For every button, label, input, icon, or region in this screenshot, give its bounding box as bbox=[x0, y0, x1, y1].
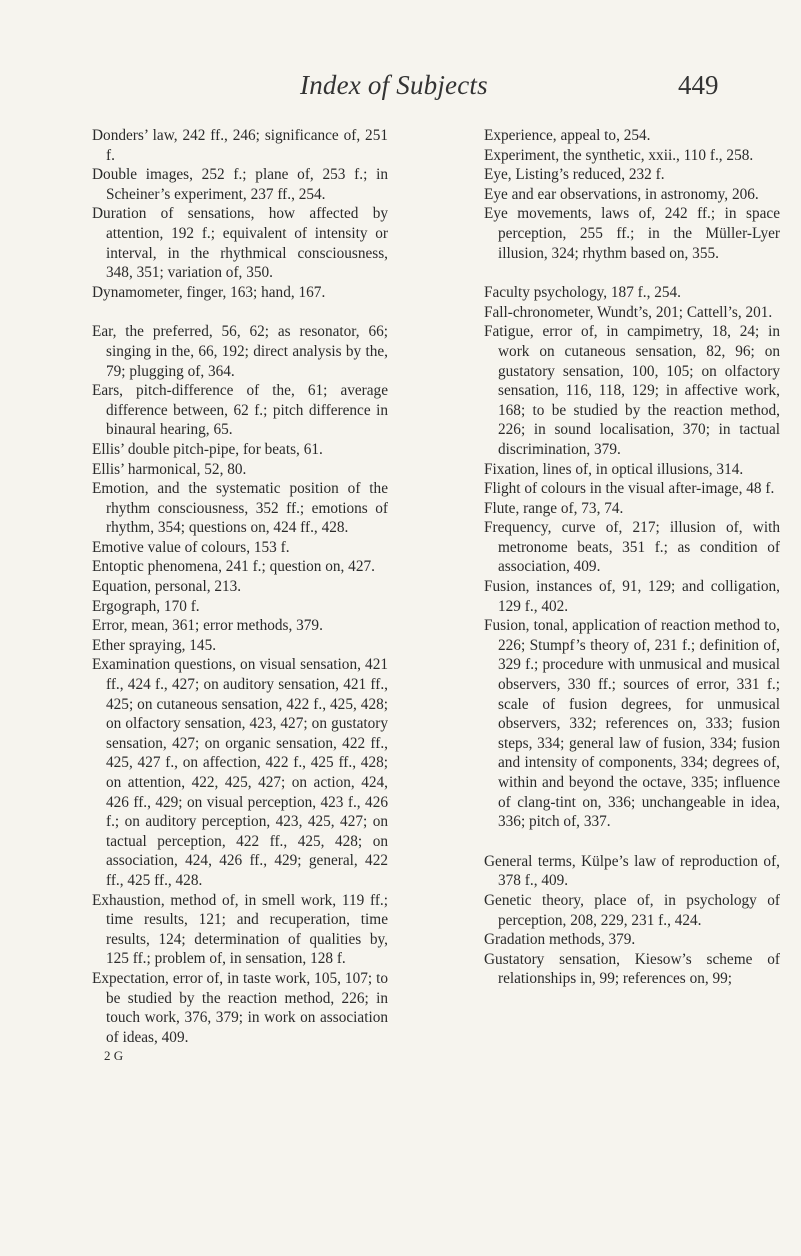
index-entry: Frequency, curve of, 217; illusion of, with metronome beats, 351 f.; as condition of association, 409. bbox=[484, 519, 780, 576]
left-column bbox=[92, 126, 388, 1064]
index-entry: Genetic theory, place of, in psychology of perception, 208, 229, 231 f., 424. bbox=[484, 891, 780, 929]
index-entry: Donders’ law, 242 ff., 246; significance of, 251 f. bbox=[92, 127, 388, 164]
index-entry: Gustatory sensation, Kiesow’s scheme of relationships in, 99; references on, 99; bbox=[484, 950, 780, 988]
index-entry: Fusion, instances of, 91, 129; and colligation, 129 f., 402. bbox=[484, 578, 780, 615]
index-group-f bbox=[484, 283, 780, 832]
index-entry: Expectation, error of, in taste work, 105, 107; to be studied by the reaction method, 226; in touch work, 376, 379; in work on association of ideas, 409. bbox=[92, 969, 388, 1046]
index-entry: Entoptic phenomena, 241 f.; question on, 427. bbox=[92, 558, 375, 576]
index-entry: Ether spraying, 145. bbox=[92, 636, 217, 654]
group-gap bbox=[484, 263, 780, 283]
index-entry: Fatigue, error of, in campimetry, 18, 24; in work on cutaneous sensation, 82, 96; on gustatory sensation, 100, 105; on olfactory sensation, 116, 118, 129; in affective work, 168; to be studied by the reaction method, 226; in sound localisation, 370; in tactual discrimination, 379. bbox=[484, 323, 780, 458]
group-gap bbox=[92, 302, 388, 322]
index-entry: Ellis’ harmonical, 52, 80. bbox=[92, 460, 247, 478]
index-entry: Equation, personal, 213. bbox=[92, 578, 242, 596]
index-entry: General terms, Külpe’s law of reproduction of, 378 f., 409. bbox=[484, 852, 780, 890]
signature-mark: 2 G bbox=[104, 1048, 124, 1064]
index-entry: Fusion, tonal, application of reaction method to, 226; Stumpf’s theory of, 231 f.; definition of, 329 f.; procedure with unmusical and musical observers, 330 ff.; sources of error, 331 f.; scale of fusion degrees, for unmusical observers, 332; references on, 333; fusion steps, 334; general law of fusion, 334; fusion and intensity of components, 334; degrees of, within and beyond the octave, 335; influence of clang-tint on, 336; unchangeable in idea, 336; pitch of, 337. bbox=[484, 617, 780, 831]
index-entry: Exhaustion, method of, in smell work, 119 ff.; time results, 121; and recuperation, time results, 124; determination of qualities by, 125 ff.; problem of, in sensation, 128 f. bbox=[92, 891, 388, 968]
index-entry: Examination questions, on visual sensation, 421 ff., 424 f., 427; on auditory sensation, 421 ff., 425; on cutaneous sensation, 422 f., 425, 428; on olfactory sensation, 423, 427; on gustatory sensation, 427; on organic sensation, 422 ff., 425, 427 f., on affection, 422 f., 425 ff., 428; on attention, 422, 425, 427; on action, 424, 426 ff., 429; on visual perception, 423 f., 426 f.; on auditory perception, 423, 425, 427; on tactual perception, 422 ff., 425, 428; on association, 424, 426 ff., 429; general, 422 ff., 425 ff., 428. bbox=[92, 656, 388, 889]
index-group-e-continued bbox=[484, 126, 780, 263]
index-entry: Gradation methods, 379. bbox=[484, 931, 636, 949]
index-entry: Double images, 252 f.; plane of, 253 f.; in Scheiner’s experiment, 237 ff., 254. bbox=[92, 166, 388, 203]
running-header bbox=[0, 70, 801, 110]
index-entry: Fall-chronometer, Wundt’s, 201; Cattell’s, 201. bbox=[484, 303, 773, 321]
index-entry: Flight of colours in the visual after-image, 48 f. bbox=[484, 480, 775, 498]
index-entry: Eye movements, laws of, 242 ff.; in space perception, 255 ff.; in the Müller-Lyer illusion, 324; rhythm based on, 355. bbox=[484, 205, 780, 262]
index-entry: Ellis’ double pitch-pipe, for beats, 61. bbox=[92, 440, 323, 458]
index-entry: Experience, appeal to, 254. bbox=[484, 127, 651, 144]
index-entry: Faculty psychology, 187 f., 254. bbox=[484, 284, 681, 302]
index-entry: Fixation, lines of, in optical illusions, 314. bbox=[484, 460, 744, 478]
index-entry: Dynamometer, finger, 163; hand, 167. bbox=[92, 283, 326, 301]
index-entry: Ears, pitch-difference of the, 61; average difference between, 62 f.; pitch difference in binaural hearing, 65. bbox=[92, 382, 388, 439]
index-entry: Ear, the preferred, 56, 62; as resonator, 66; singing in the, 66, 192; direct analysis by the, 79; plugging of, 364. bbox=[92, 323, 388, 380]
index-entry: Ergograph, 170 f. bbox=[92, 597, 200, 615]
index-entry: Eye and ear observations, in astronomy, 206. bbox=[484, 185, 759, 203]
index-entry: Flute, range of, 73, 74. bbox=[484, 499, 624, 517]
page-number: 449 bbox=[678, 70, 719, 100]
index-entry: Emotion, and the systematic position of the rhythm consciousness, 352 ff.; emotions of rhythm, 354; questions on, 424 ff., 428. bbox=[92, 480, 388, 537]
index-group-g bbox=[484, 852, 780, 989]
index-entry: Eye, Listing’s reduced, 232 f. bbox=[484, 166, 665, 184]
running-title: Index of Subjects bbox=[300, 70, 488, 100]
index-group-d bbox=[92, 126, 388, 302]
right-column bbox=[484, 126, 780, 989]
index-entry: Experiment, the synthetic, xxii., 110 f., 258. bbox=[484, 146, 754, 164]
index-entry: Duration of sensations, how affected by attention, 192 f.; equivalent of intensity or interval, in the rhythmical consciousness, 348, 351; variation of, 350. bbox=[92, 205, 388, 282]
group-gap bbox=[484, 832, 780, 852]
index-entry: Emotive value of colours, 153 f. bbox=[92, 538, 290, 556]
index-entry: Error, mean, 361; error methods, 379. bbox=[92, 617, 323, 635]
index-group-e bbox=[92, 322, 388, 1047]
